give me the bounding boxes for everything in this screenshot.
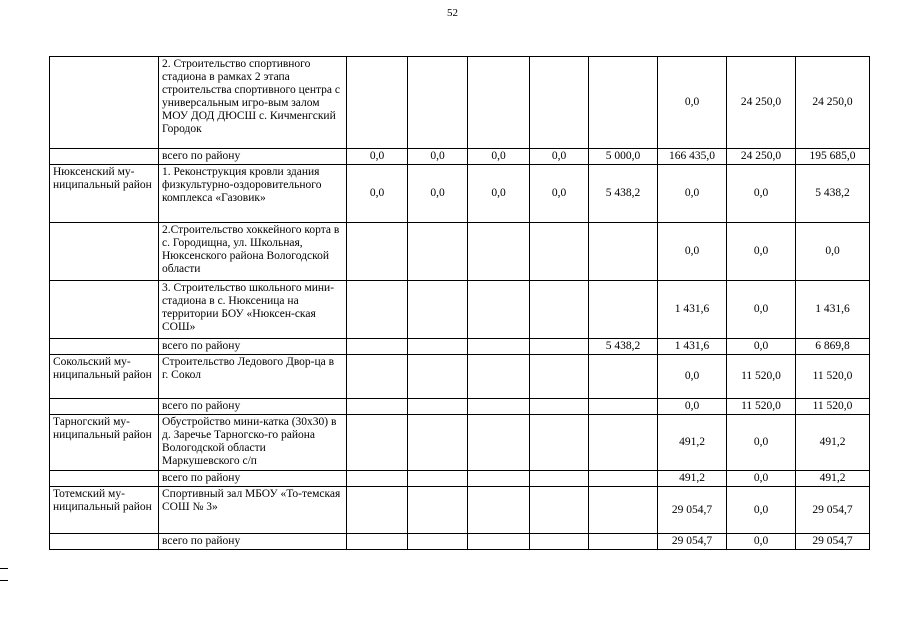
value-cell — [468, 534, 530, 550]
page-number: 52 — [447, 7, 458, 19]
value-cell — [530, 223, 589, 281]
table-row-total — [50, 149, 870, 165]
value-cell: 0,0 — [468, 165, 530, 223]
value-cell: 29 054,7 — [796, 487, 870, 534]
value-cell: 24 250,0 — [727, 57, 796, 149]
value-cell: 24 250,0 — [727, 149, 796, 165]
value-cell — [530, 57, 589, 149]
value-cell: 5 438,2 — [589, 165, 658, 223]
value-cell: 0,0 — [727, 281, 796, 339]
value-cell — [530, 281, 589, 339]
item-cell: всего по району — [159, 534, 347, 550]
district-cell — [50, 223, 159, 281]
value-cell — [530, 471, 589, 487]
value-cell — [468, 339, 530, 355]
value-cell: 29 054,7 — [796, 534, 870, 550]
value-cell — [468, 223, 530, 281]
value-cell — [589, 415, 658, 471]
value-cell: 491,2 — [658, 471, 727, 487]
value-cell — [530, 399, 589, 415]
value-cell — [589, 534, 658, 550]
value-cell: 0,0 — [727, 534, 796, 550]
value-cell: 24 250,0 — [796, 57, 870, 149]
value-cell — [589, 399, 658, 415]
value-cell — [347, 355, 408, 399]
value-cell — [408, 487, 468, 534]
value-cell — [347, 471, 408, 487]
value-cell: 0,0 — [796, 223, 870, 281]
value-cell — [468, 355, 530, 399]
table-row — [50, 355, 870, 399]
value-cell: 11 520,0 — [727, 399, 796, 415]
margin-tick — [0, 580, 8, 581]
table-row-total — [50, 471, 870, 487]
value-cell — [347, 415, 408, 471]
value-cell: 0,0 — [658, 165, 727, 223]
value-cell: 0,0 — [727, 165, 796, 223]
item-cell: 2. Строительство спортивного стадиона в рамках 2 этапа строительства спортивного центра с универсальным игро-вым залом МОУ ДОД ДЮСШ с. Кичменгский Городок — [159, 57, 347, 149]
margin-tick — [0, 568, 8, 569]
value-cell — [408, 339, 468, 355]
value-cell — [408, 281, 468, 339]
item-cell: всего по району — [159, 471, 347, 487]
district-cell: Сокольский му-ниципальный район — [50, 355, 159, 399]
value-cell — [468, 471, 530, 487]
value-cell: 0,0 — [347, 149, 408, 165]
item-cell: Спортивный зал МБОУ «То-темская СОШ № 3» — [159, 487, 347, 534]
district-cell — [50, 57, 159, 149]
table-row-total — [50, 339, 870, 355]
district-cell: Нюксенский му-ниципальный район — [50, 165, 159, 223]
value-cell — [408, 57, 468, 149]
value-cell: 1 431,6 — [658, 339, 727, 355]
table-row — [50, 165, 870, 223]
table-row — [50, 57, 870, 149]
value-cell — [347, 534, 408, 550]
value-cell: 491,2 — [796, 415, 870, 471]
table-row — [50, 281, 870, 339]
item-cell: Обустройство мини-катка (30х30) в д. Заречье Тарногско-го района Вологодской области Маркушевского с/п — [159, 415, 347, 471]
value-cell: 0,0 — [468, 149, 530, 165]
value-cell — [530, 487, 589, 534]
value-cell — [347, 281, 408, 339]
value-cell — [347, 223, 408, 281]
value-cell — [408, 399, 468, 415]
value-cell — [468, 281, 530, 339]
value-cell — [589, 471, 658, 487]
value-cell: 0,0 — [408, 165, 468, 223]
value-cell: 166 435,0 — [658, 149, 727, 165]
value-cell — [530, 534, 589, 550]
budget-table — [49, 56, 870, 550]
item-cell: всего по району — [159, 339, 347, 355]
value-cell — [530, 355, 589, 399]
table-row — [50, 415, 870, 471]
item-cell: 3. Строительство школьного мини-стадиона в с. Нюксеница на территории БОУ «Нюксен-ская СОШ» — [159, 281, 347, 339]
value-cell — [408, 223, 468, 281]
value-cell: 29 054,7 — [658, 487, 727, 534]
table-row-total — [50, 399, 870, 415]
district-cell: Тарногский му-ниципальный район — [50, 415, 159, 471]
value-cell: 0,0 — [727, 487, 796, 534]
value-cell: 1 431,6 — [658, 281, 727, 339]
value-cell: 5 438,2 — [589, 339, 658, 355]
value-cell — [589, 281, 658, 339]
value-cell — [408, 415, 468, 471]
item-cell: всего по району — [159, 399, 347, 415]
value-cell: 0,0 — [727, 415, 796, 471]
value-cell: 5 000,0 — [589, 149, 658, 165]
value-cell: 195 685,0 — [796, 149, 870, 165]
value-cell: 5 438,2 — [796, 165, 870, 223]
item-cell: 1. Реконструкция кровли здания физкультурно-оздоровительного комплекса «Газовик» — [159, 165, 347, 223]
district-cell — [50, 399, 159, 415]
value-cell — [468, 487, 530, 534]
value-cell: 0,0 — [727, 471, 796, 487]
value-cell: 0,0 — [727, 223, 796, 281]
district-cell — [50, 149, 159, 165]
value-cell: 0,0 — [530, 149, 589, 165]
value-cell — [530, 339, 589, 355]
value-cell: 491,2 — [796, 471, 870, 487]
district-cell — [50, 281, 159, 339]
value-cell: 6 869,8 — [796, 339, 870, 355]
value-cell: 29 054,7 — [658, 534, 727, 550]
value-cell — [589, 57, 658, 149]
value-cell: 0,0 — [727, 339, 796, 355]
value-cell: 11 520,0 — [796, 355, 870, 399]
value-cell — [347, 487, 408, 534]
item-cell: Строительство Ледового Двор-ца в г. Сокол — [159, 355, 347, 399]
item-cell: 2.Строительство хоккейного корта в с. Городищна, ул. Школьная, Нюксенского района Вологодской области — [159, 223, 347, 281]
value-cell: 0,0 — [658, 399, 727, 415]
district-cell — [50, 471, 159, 487]
district-cell: Тотемский му-ниципальный район — [50, 487, 159, 534]
value-cell: 1 431,6 — [796, 281, 870, 339]
value-cell — [468, 57, 530, 149]
district-cell — [50, 534, 159, 550]
value-cell — [589, 355, 658, 399]
value-cell — [589, 487, 658, 534]
value-cell — [347, 57, 408, 149]
table-row — [50, 223, 870, 281]
value-cell — [468, 415, 530, 471]
table-row — [50, 487, 870, 534]
value-cell: 0,0 — [408, 149, 468, 165]
value-cell — [408, 355, 468, 399]
value-cell — [468, 399, 530, 415]
value-cell: 11 520,0 — [796, 399, 870, 415]
value-cell — [589, 223, 658, 281]
value-cell: 491,2 — [658, 415, 727, 471]
value-cell — [347, 399, 408, 415]
value-cell — [530, 415, 589, 471]
value-cell: 0,0 — [658, 223, 727, 281]
district-cell — [50, 339, 159, 355]
value-cell: 0,0 — [658, 355, 727, 399]
table-row-total — [50, 534, 870, 550]
value-cell — [408, 471, 468, 487]
value-cell: 0,0 — [658, 57, 727, 149]
value-cell — [408, 534, 468, 550]
value-cell: 0,0 — [530, 165, 589, 223]
item-cell: всего по району — [159, 149, 347, 165]
value-cell: 0,0 — [347, 165, 408, 223]
value-cell: 11 520,0 — [727, 355, 796, 399]
value-cell — [347, 339, 408, 355]
